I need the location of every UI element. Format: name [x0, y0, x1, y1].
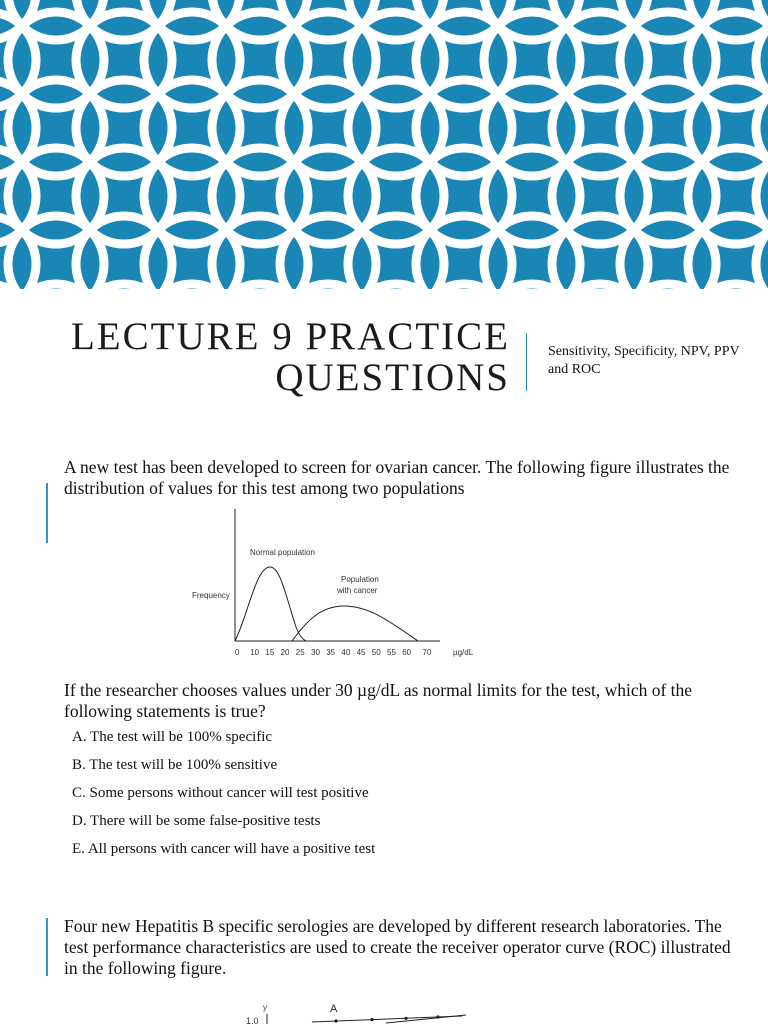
answer-options — [72, 728, 375, 868]
distribution-figure — [188, 505, 488, 660]
x-tick-label: 15 — [265, 648, 275, 657]
x-tick-label: 45 — [356, 648, 366, 657]
x-tick-label: 55 — [387, 648, 396, 657]
question-2-intro: Four new Hepatitis B specific serologies are developed by different research laboratories. The test performance characteristics are used to create the receiver operator curve (ROC) illustrated in the following figure. — [64, 916, 731, 978]
cancer-population-curve — [292, 606, 418, 641]
title-line-2: QUESTIONS — [275, 356, 510, 399]
answer-option-c[interactable]: C. Some persons without cancer will test positive — [72, 785, 369, 801]
x-tick-label: 10 — [250, 648, 260, 657]
unit-label: µg/dL — [453, 648, 474, 657]
x-tick-labels — [235, 648, 432, 657]
normal-population-curve — [235, 567, 306, 641]
x-tick-label: 40 — [341, 648, 351, 657]
accent-bar-question-1 — [46, 483, 48, 543]
title-line-1: LECTURE 9 PRACTICE — [70, 315, 510, 358]
normal-population-label: Normal population — [250, 548, 315, 557]
x-tick-label: 20 — [280, 648, 290, 657]
answer-option-b[interactable]: B. The test will be 100% sensitive — [72, 757, 278, 773]
x-tick-label: 0 — [235, 648, 240, 657]
cancer-population-label-line-1: Population — [341, 575, 379, 584]
x-tick-label: 25 — [295, 648, 305, 657]
x-tick-label: 30 — [311, 648, 320, 657]
question-1-prompt: If the researcher chooses values under 30 µg/dL as normal limits for the test, which of the following statements is true? — [64, 680, 693, 721]
x-tick-label: 35 — [326, 648, 336, 657]
roc-y-tick: 1.0 — [246, 1016, 259, 1024]
x-tick-label: 50 — [371, 648, 381, 657]
roc-figure — [236, 1000, 496, 1024]
answer-option-a[interactable]: A. The test will be 100% specific — [72, 729, 273, 745]
answer-option-d[interactable]: D. There will be some false-positive tests — [72, 813, 321, 829]
roc-curve-label-a: A — [330, 1003, 338, 1015]
roc-point — [370, 1018, 373, 1021]
x-tick-label: 70 — [422, 648, 432, 657]
roc-point — [404, 1017, 407, 1020]
decorative-banner — [0, 0, 768, 289]
answer-option-e[interactable]: E. All persons with cancer will have a positive test — [72, 841, 376, 857]
roc-point — [334, 1019, 337, 1022]
cancer-population-label-line-2: with cancer — [337, 586, 378, 595]
slide-subtitle: Sensitivity, Specificity, NPV, PPV and ROC — [548, 344, 740, 377]
x-tick-label: 60 — [402, 648, 412, 657]
title-divider — [526, 333, 527, 391]
roc-y-axis-letter: y — [263, 1003, 267, 1012]
question-1-intro: A new test has been developed to screen for ovarian cancer. The following figure illustrates the distribution of values for this test among two populations — [64, 457, 730, 498]
slide-title — [71, 316, 510, 398]
roc-point — [436, 1015, 439, 1018]
frequency-label: Frequency — [192, 591, 230, 600]
accent-bar-question-2 — [46, 918, 48, 976]
